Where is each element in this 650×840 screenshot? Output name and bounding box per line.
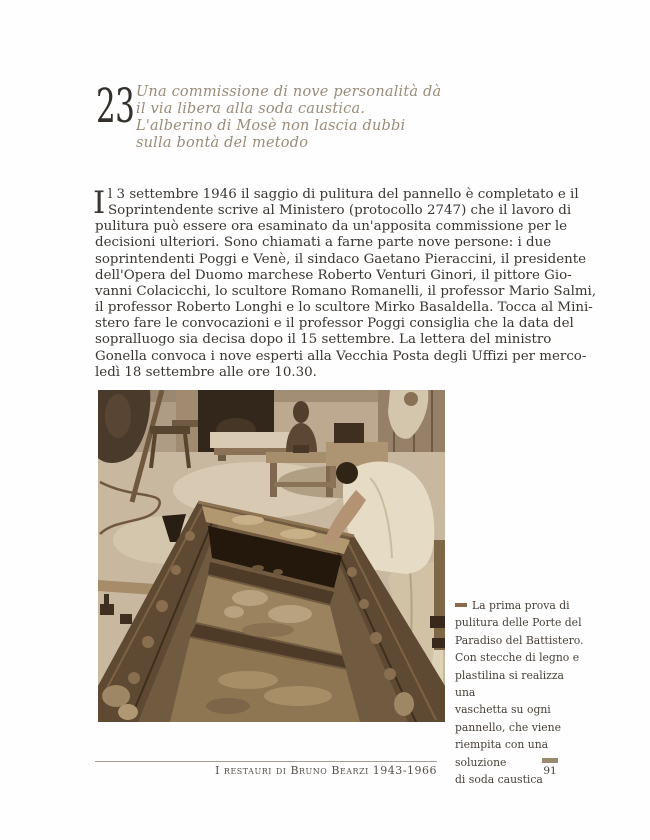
sepia-overlay [98, 390, 445, 722]
caption-line: riempita con una soluzione [455, 738, 549, 769]
body-line: ledì 18 settembre alle ore 10.30. [95, 364, 317, 380]
body-line: soprintendenti Poggi e Venè, il sindaco Gaetano Pieraccini, il presidente [95, 251, 587, 267]
caption-line: pulitura delle Porte del [455, 616, 582, 630]
chapter-title [136, 84, 441, 152]
caption-line: plastilina si realizza una [455, 668, 564, 700]
chapter-title-line: L'alberino di Mosè non lascia dubbi [136, 118, 406, 134]
chapter-title-line: sulla bontà del metodo [136, 135, 309, 151]
body-line: pulitura può essere ora esaminato da un'apposita commissione per le [95, 219, 568, 235]
chapter-number: 23 [96, 79, 135, 134]
body-line: dell'Opera del Duomo marchese Roberto Venturi Ginori, il pittore Gio- [95, 267, 572, 283]
workshop-photo [98, 390, 445, 722]
drop-cap: I [93, 185, 106, 221]
body-line: sopralluogo sia decisa dopo il 15 settembre. La lettera del ministro [95, 332, 552, 348]
caption-line: di soda caustica [455, 773, 543, 787]
body-line: il professor Roberto Longhi e lo scultore Mirko Basaldella. Tocca al Mini- [95, 300, 593, 316]
body-paragraph [93, 185, 597, 381]
chapter-title-line: Una commissione di nove personalità dà [136, 84, 442, 100]
workshop-photo-illustration [98, 390, 445, 722]
running-title: I restauri di Bruno Bearzi 1943-1966 [215, 764, 437, 777]
body-line: Soprintendente scrive al Ministero (protocollo 2747) che il lavoro di [108, 203, 572, 219]
caption-line: pannello, che viene [455, 720, 562, 734]
chapter-title-line: il via libera alla soda caustica. [136, 101, 366, 117]
page-number: 91 [543, 765, 557, 777]
body-line: stero fare le convocazioni e il professor Poggi consiglia che la data del [95, 316, 574, 332]
caption-line: Con stecche di legno e [455, 651, 580, 665]
caption-line: vaschetta su ogni [455, 703, 551, 717]
photo-caption [455, 597, 587, 788]
body-line: decisioni ulteriori. Sono chiamati a farne parte nove persone: i due [95, 235, 552, 251]
footer-rule [95, 761, 437, 762]
body-line: Gonella convoca i nove esperti alla Vecchia Posta degli Uffizi per merco- [95, 348, 587, 364]
body-line: vanni Colacicchi, lo scultore Romano Romanelli, il professor Mario Salmi, [95, 283, 597, 299]
caption-line [455, 597, 587, 614]
caption-text: La prima prova di [472, 599, 570, 612]
page-number-marker [542, 758, 558, 763]
caption-line: Paradiso del Battistero. [455, 633, 584, 647]
body-line: l 3 settembre 1946 il saggio di pulitura del pannello è completato e il [108, 187, 579, 202]
caption-marker-icon [455, 603, 467, 607]
